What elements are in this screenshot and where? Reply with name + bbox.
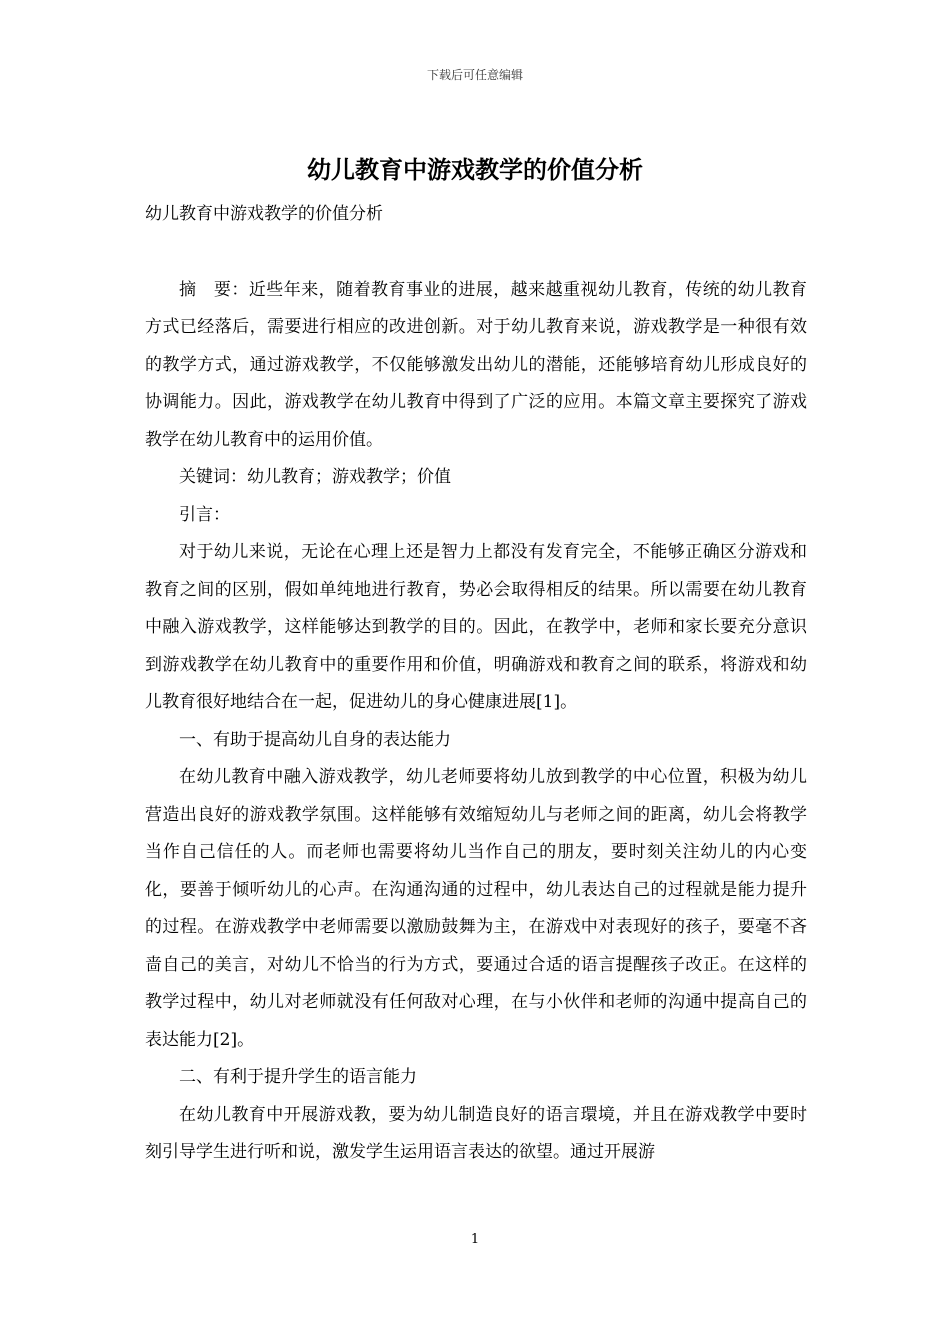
- section2-heading: 二、有利于提升学生的语言能力: [179, 1067, 417, 1087]
- header-note: 下载后可任意编辑: [426, 68, 523, 82]
- keywords-paragraph: 关键词：幼儿教育；游戏教学；价值: [179, 467, 451, 487]
- document-title: 幼儿教育中游戏教学的价值分析: [307, 155, 643, 184]
- abstract-paragraph: 摘 要：近些年来，随着教育事业的进展，越来越重视幼儿教育，传统的幼儿教育方式已经落后，需要进行相应的改进创新。对于幼儿教育来说，游戏教学是一种很有效的教学方式，通过游戏教学，不仅能够激发出幼儿的潜能，还能够培育幼儿形成良好的协调能力。因此，游戏教学在幼儿教育中得到了广泛的应用。本篇文章主要探究了游戏教学在幼儿教育中的运用价值。: [145, 279, 807, 450]
- page-number: 1: [470, 1232, 480, 1247]
- intro-paragraph: 对于幼儿来说，无论在心理上还是智力上都没有发育完全，不能够正确区分游戏和教育之间的区别，假如单纯地进行教育，势必会取得相反的结果。所以需要在幼儿教育中融入游戏教学，这样能够达到教学的目的。因此，在教学中，老师和家长要充分意识到游戏教学在幼儿教育中的重要作用和价值，明确游戏和教育之间的联系，将游戏和幼儿教育很好地结合在一起，促进幼儿的身心健康进展[1]。: [145, 542, 807, 712]
- intro-heading: 引言：: [179, 504, 230, 525]
- section1-heading: 一、有助于提高幼儿自身的表达能力: [179, 729, 451, 750]
- section1-paragraph: 在幼儿教育中融入游戏教学，幼儿老师要将幼儿放到教学的中心位置，积极为幼儿营造出良好的游戏教学氛围。这样能够有效缩短幼儿与老师之间的距离，幼儿会将教学当作自己信任的人。而老师也需要将幼儿当作自己的朋友，要时刻关注幼儿的内心变化，要善于倾听幼儿的心声。在沟通沟通的过程中，幼儿表达自己的过程就是能力提升的过程。在游戏教学中老师需要以激励鼓舞为主，在游戏中对表现好的孩子，要毫不吝啬自己的美言，对幼儿不恰当的行为方式，要通过合适的语言提醒孩子改正。在这样的教学过程中，幼儿对老师就没有任何敌对心理，在与小伙伴和老师的沟通中提高自己的表达能力[2]。: [145, 767, 807, 1050]
- document-body: [145, 196, 807, 1172]
- section2-paragraph: 在幼儿教育中开展游戏教，要为幼儿制造良好的语言環境，并且在游戏教学中要时刻引导学生进行听和说，激发学生运用语言表达的欲望。通过开展游: [145, 1104, 807, 1162]
- document-subtitle: 幼儿教育中游戏教学的价值分析: [145, 204, 383, 224]
